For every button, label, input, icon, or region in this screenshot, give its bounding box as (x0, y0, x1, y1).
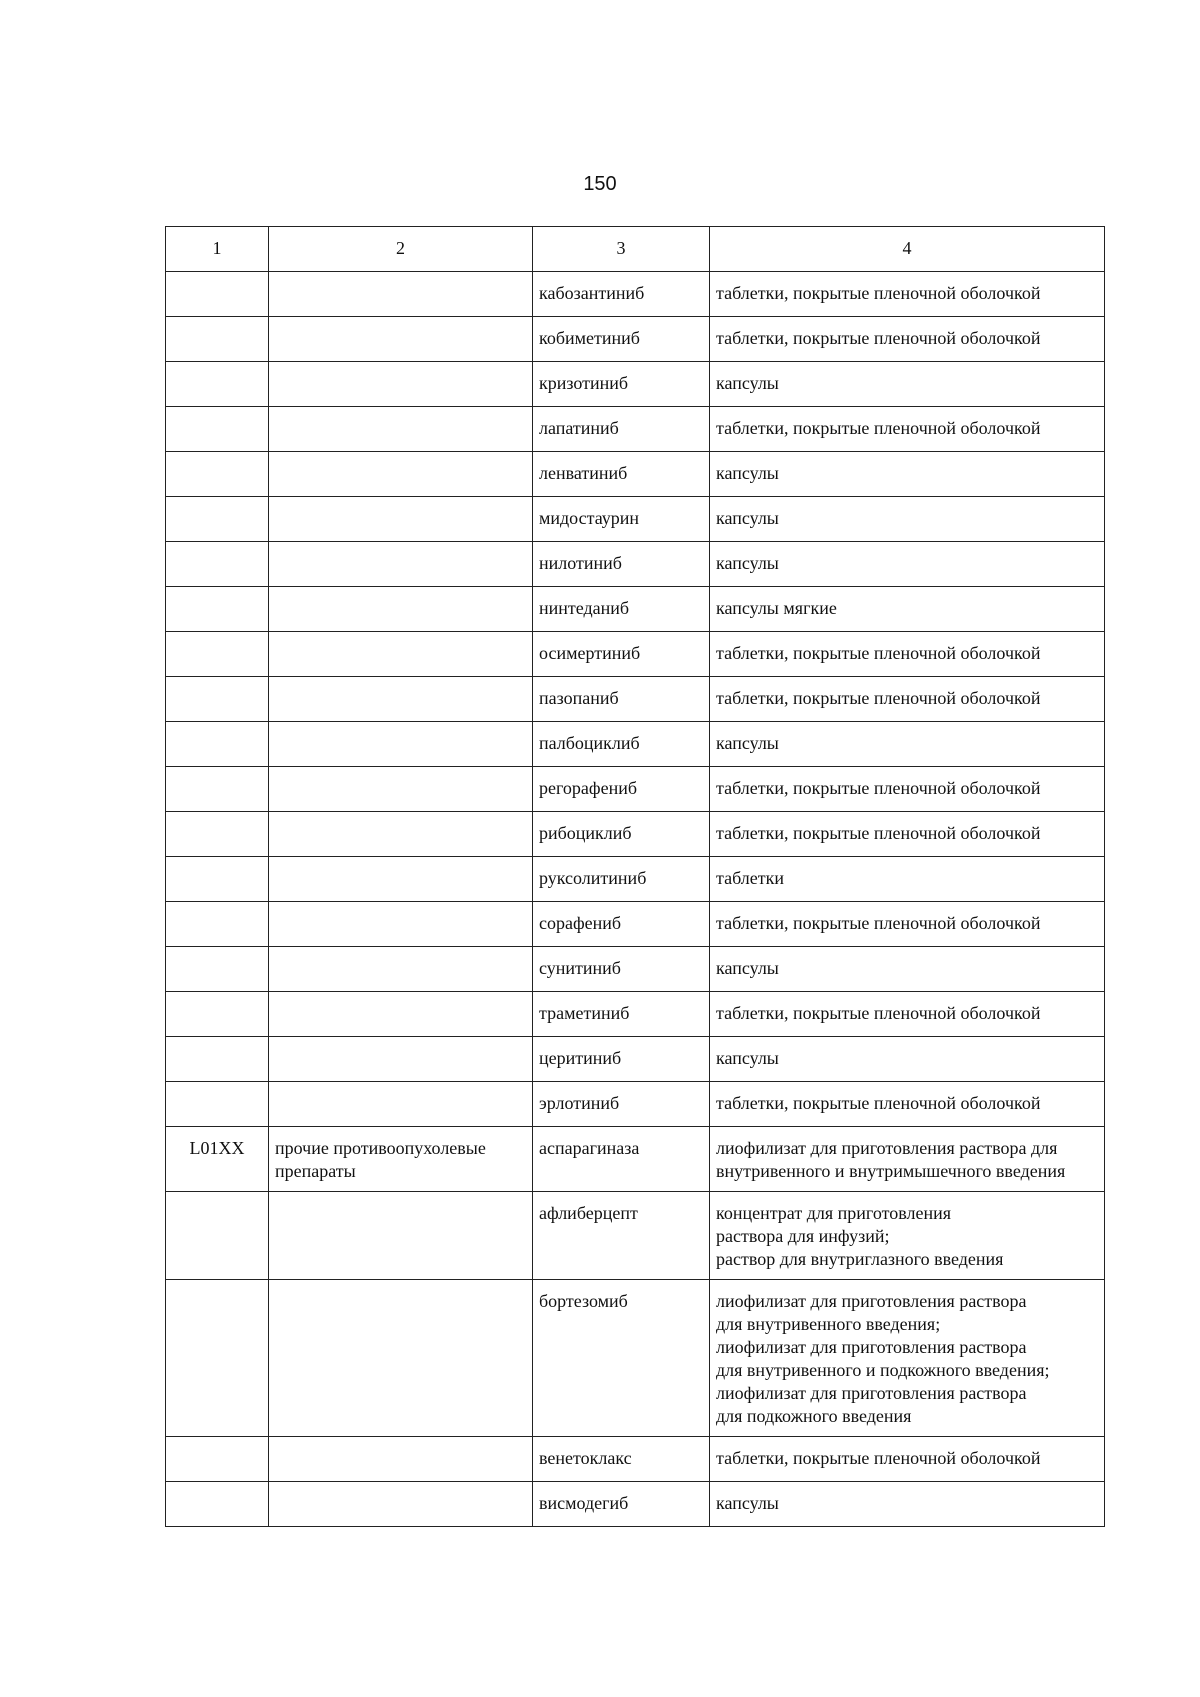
dosage-form-cell: таблетки, покрытые пленочной оболочкой (710, 317, 1105, 362)
dosage-form-cell: лиофилизат для приготовления раствора для внутривенного и внутримышечного введения (710, 1127, 1105, 1192)
dosage-form-cell: таблетки, покрытые пленочной оболочкой (710, 812, 1105, 857)
table-row (166, 632, 1105, 677)
drug-name-cell: кобиметиниб (533, 317, 710, 362)
dosage-form-cell: капсулы (710, 452, 1105, 497)
table-row (166, 542, 1105, 587)
atc-code-cell (166, 677, 269, 722)
group-name-cell (269, 452, 533, 497)
group-name-cell (269, 632, 533, 677)
atc-code-cell (166, 1037, 269, 1082)
atc-code-cell (166, 767, 269, 812)
group-name-cell (269, 497, 533, 542)
dosage-form-cell: таблетки, покрытые пленочной оболочкой (710, 1082, 1105, 1127)
dosage-form-cell: капсулы (710, 1482, 1105, 1527)
atc-code-cell (166, 1482, 269, 1527)
atc-code-cell (166, 1082, 269, 1127)
drug-name-cell: аспарагиназа (533, 1127, 710, 1192)
drug-name-cell: рибоциклиб (533, 812, 710, 857)
drug-name-cell: ленватиниб (533, 452, 710, 497)
group-name-cell (269, 947, 533, 992)
atc-code-cell (166, 632, 269, 677)
dosage-form-cell: концентрат для приготовления раствора для инфузий; раствор для внутриглазного введения (710, 1192, 1105, 1280)
group-name-cell (269, 542, 533, 587)
table-row (166, 497, 1105, 542)
atc-code-cell (166, 1437, 269, 1482)
dosage-form-cell: таблетки, покрытые пленочной оболочкой (710, 902, 1105, 947)
header-cell-3: 3 (533, 227, 710, 272)
group-name-cell (269, 857, 533, 902)
dosage-form-cell: капсулы (710, 1037, 1105, 1082)
group-name-cell: прочие противоопухолевые препараты (269, 1127, 533, 1192)
atc-code-cell (166, 272, 269, 317)
dosage-form-cell: таблетки, покрытые пленочной оболочкой (710, 767, 1105, 812)
drug-name-cell: висмодегиб (533, 1482, 710, 1527)
atc-code-cell (166, 497, 269, 542)
table-row (166, 1192, 1105, 1280)
group-name-cell (269, 317, 533, 362)
drug-name-cell: кабозантиниб (533, 272, 710, 317)
dosage-form-cell: капсулы (710, 947, 1105, 992)
atc-code-cell (166, 542, 269, 587)
table-row (166, 1127, 1105, 1192)
table-row (166, 1437, 1105, 1482)
dosage-form-cell: таблетки, покрытые пленочной оболочкой (710, 677, 1105, 722)
drug-name-cell: сунитиниб (533, 947, 710, 992)
group-name-cell (269, 677, 533, 722)
group-name-cell (269, 722, 533, 767)
table-row (166, 857, 1105, 902)
drug-name-cell: руксолитиниб (533, 857, 710, 902)
dosage-form-cell: таблетки, покрытые пленочной оболочкой (710, 272, 1105, 317)
drug-name-cell: мидостаурин (533, 497, 710, 542)
atc-code-cell (166, 1192, 269, 1280)
group-name-cell (269, 767, 533, 812)
table-row (166, 1280, 1105, 1437)
header-cell-4: 4 (710, 227, 1105, 272)
atc-code-cell (166, 992, 269, 1037)
group-name-cell (269, 812, 533, 857)
header-cell-2: 2 (269, 227, 533, 272)
atc-code-cell (166, 722, 269, 767)
drug-name-cell: венетоклакс (533, 1437, 710, 1482)
table-row (166, 1482, 1105, 1527)
dosage-form-cell: капсулы (710, 542, 1105, 587)
dosage-form-cell: капсулы (710, 722, 1105, 767)
atc-code-cell (166, 362, 269, 407)
dosage-form-cell: таблетки (710, 857, 1105, 902)
group-name-cell (269, 902, 533, 947)
dosage-form-cell: лиофилизат для приготовления раствора для внутривенного введения; лиофилизат для приготовления раствора для внутривенного и подкожного введения; лиофилизат для приготовления раствора для подкожного введения (710, 1280, 1105, 1437)
group-name-cell (269, 1437, 533, 1482)
drug-name-cell: нилотиниб (533, 542, 710, 587)
dosage-form-cell: капсулы мягкие (710, 587, 1105, 632)
table-header-row (166, 227, 1105, 272)
table-row (166, 407, 1105, 452)
drug-name-cell: эрлотиниб (533, 1082, 710, 1127)
group-name-cell (269, 272, 533, 317)
atc-code-cell (166, 1280, 269, 1437)
table-row (166, 452, 1105, 497)
table-row (166, 947, 1105, 992)
table-row (166, 722, 1105, 767)
group-name-cell (269, 1192, 533, 1280)
drug-name-cell: осимертиниб (533, 632, 710, 677)
drug-name-cell: бортезомиб (533, 1280, 710, 1437)
atc-code-cell (166, 947, 269, 992)
group-name-cell (269, 1082, 533, 1127)
atc-code-cell: L01XX (166, 1127, 269, 1192)
group-name-cell (269, 587, 533, 632)
atc-code-cell (166, 317, 269, 362)
drug-name-cell: палбоциклиб (533, 722, 710, 767)
table-row (166, 992, 1105, 1037)
dosage-form-cell: таблетки, покрытые пленочной оболочкой (710, 992, 1105, 1037)
drug-name-cell: кризотиниб (533, 362, 710, 407)
table-row (166, 1037, 1105, 1082)
dosage-form-cell: капсулы (710, 497, 1105, 542)
drug-name-cell: афлиберцепт (533, 1192, 710, 1280)
table-row (166, 272, 1105, 317)
drug-name-cell: церитиниб (533, 1037, 710, 1082)
atc-code-cell (166, 902, 269, 947)
group-name-cell (269, 1280, 533, 1437)
atc-code-cell (166, 857, 269, 902)
drug-table (165, 226, 1105, 1527)
group-name-cell (269, 992, 533, 1037)
drug-name-cell: лапатиниб (533, 407, 710, 452)
table-row (166, 1082, 1105, 1127)
dosage-form-cell: капсулы (710, 362, 1105, 407)
drug-name-cell: пазопаниб (533, 677, 710, 722)
atc-code-cell (166, 452, 269, 497)
drug-name-cell: регорафениб (533, 767, 710, 812)
page-number: 150 (583, 173, 617, 195)
table-row (166, 902, 1105, 947)
group-name-cell (269, 362, 533, 407)
atc-code-cell (166, 407, 269, 452)
table-row (166, 767, 1105, 812)
drug-name-cell: сорафениб (533, 902, 710, 947)
dosage-form-cell: таблетки, покрытые пленочной оболочкой (710, 407, 1105, 452)
table-row (166, 812, 1105, 857)
table-row (166, 587, 1105, 632)
table-row (166, 362, 1105, 407)
header-cell-1: 1 (166, 227, 269, 272)
group-name-cell (269, 1482, 533, 1527)
dosage-form-cell: таблетки, покрытые пленочной оболочкой (710, 632, 1105, 677)
group-name-cell (269, 407, 533, 452)
drug-name-cell: траметиниб (533, 992, 710, 1037)
dosage-form-cell: таблетки, покрытые пленочной оболочкой (710, 1437, 1105, 1482)
group-name-cell (269, 1037, 533, 1082)
drug-name-cell: нинтеданиб (533, 587, 710, 632)
atc-code-cell (166, 812, 269, 857)
atc-code-cell (166, 587, 269, 632)
table-row (166, 677, 1105, 722)
table-row (166, 317, 1105, 362)
